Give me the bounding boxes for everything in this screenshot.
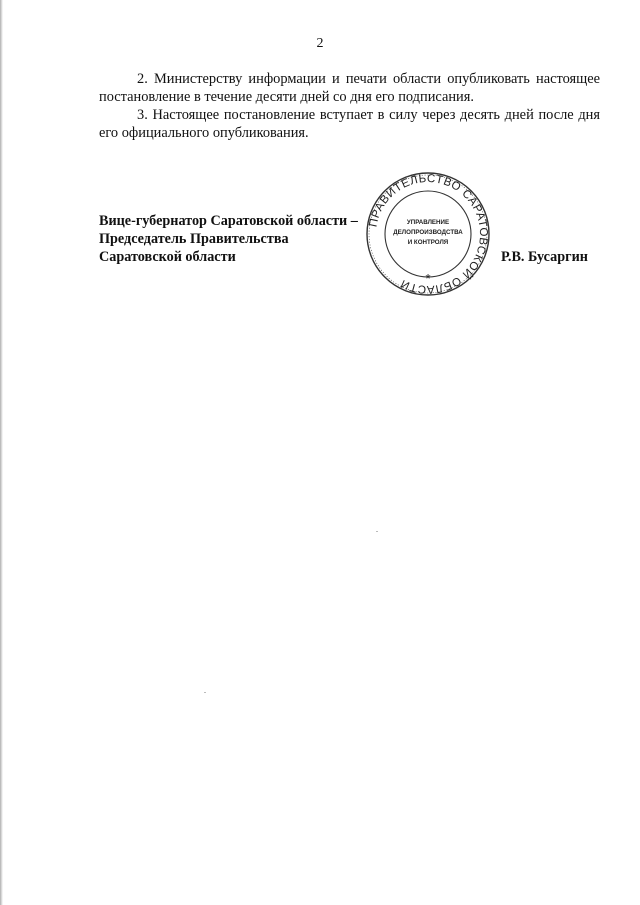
paragraph-publication: 2. Министерству информации и печати области опубликовать настоящее постановление в течение десяти дней со дня его подписания. <box>99 71 600 105</box>
seal-graphic <box>364 170 492 298</box>
scan-speck <box>204 692 206 693</box>
page-number: 2 <box>316 36 324 51</box>
signatory-title-line: Саратовской области <box>99 249 236 265</box>
paragraph-effective-date: 3. Настоящее постановление вступает в силу через десять дней после дня его официального опубликования. <box>99 107 600 141</box>
body-text <box>99 70 600 142</box>
seal-inner-text-line: И КОНТРОЛЯ <box>407 239 449 246</box>
official-seal <box>364 170 492 298</box>
seal-star-icon: * <box>425 271 431 286</box>
signatory-title-line: Вице-губернатор Саратовской области – <box>99 213 358 229</box>
scan-speck <box>376 531 378 532</box>
signatory-title-line: Председатель Правительства <box>99 231 289 247</box>
scan-edge-artifact <box>0 0 3 905</box>
signatory-name: Р.В. Бусаргин <box>501 249 588 265</box>
signatory-title <box>99 212 358 266</box>
seal-outer-text: ПРАВИТЕЛЬСТВО САРАТОВСКОЙ ОБЛАСТИ <box>367 172 490 296</box>
seal-inner-text-line: УПРАВЛЕНИЕ <box>406 219 450 226</box>
seal-inner-text-line: ДЕЛОПРОИЗВОДСТВА <box>393 229 463 236</box>
